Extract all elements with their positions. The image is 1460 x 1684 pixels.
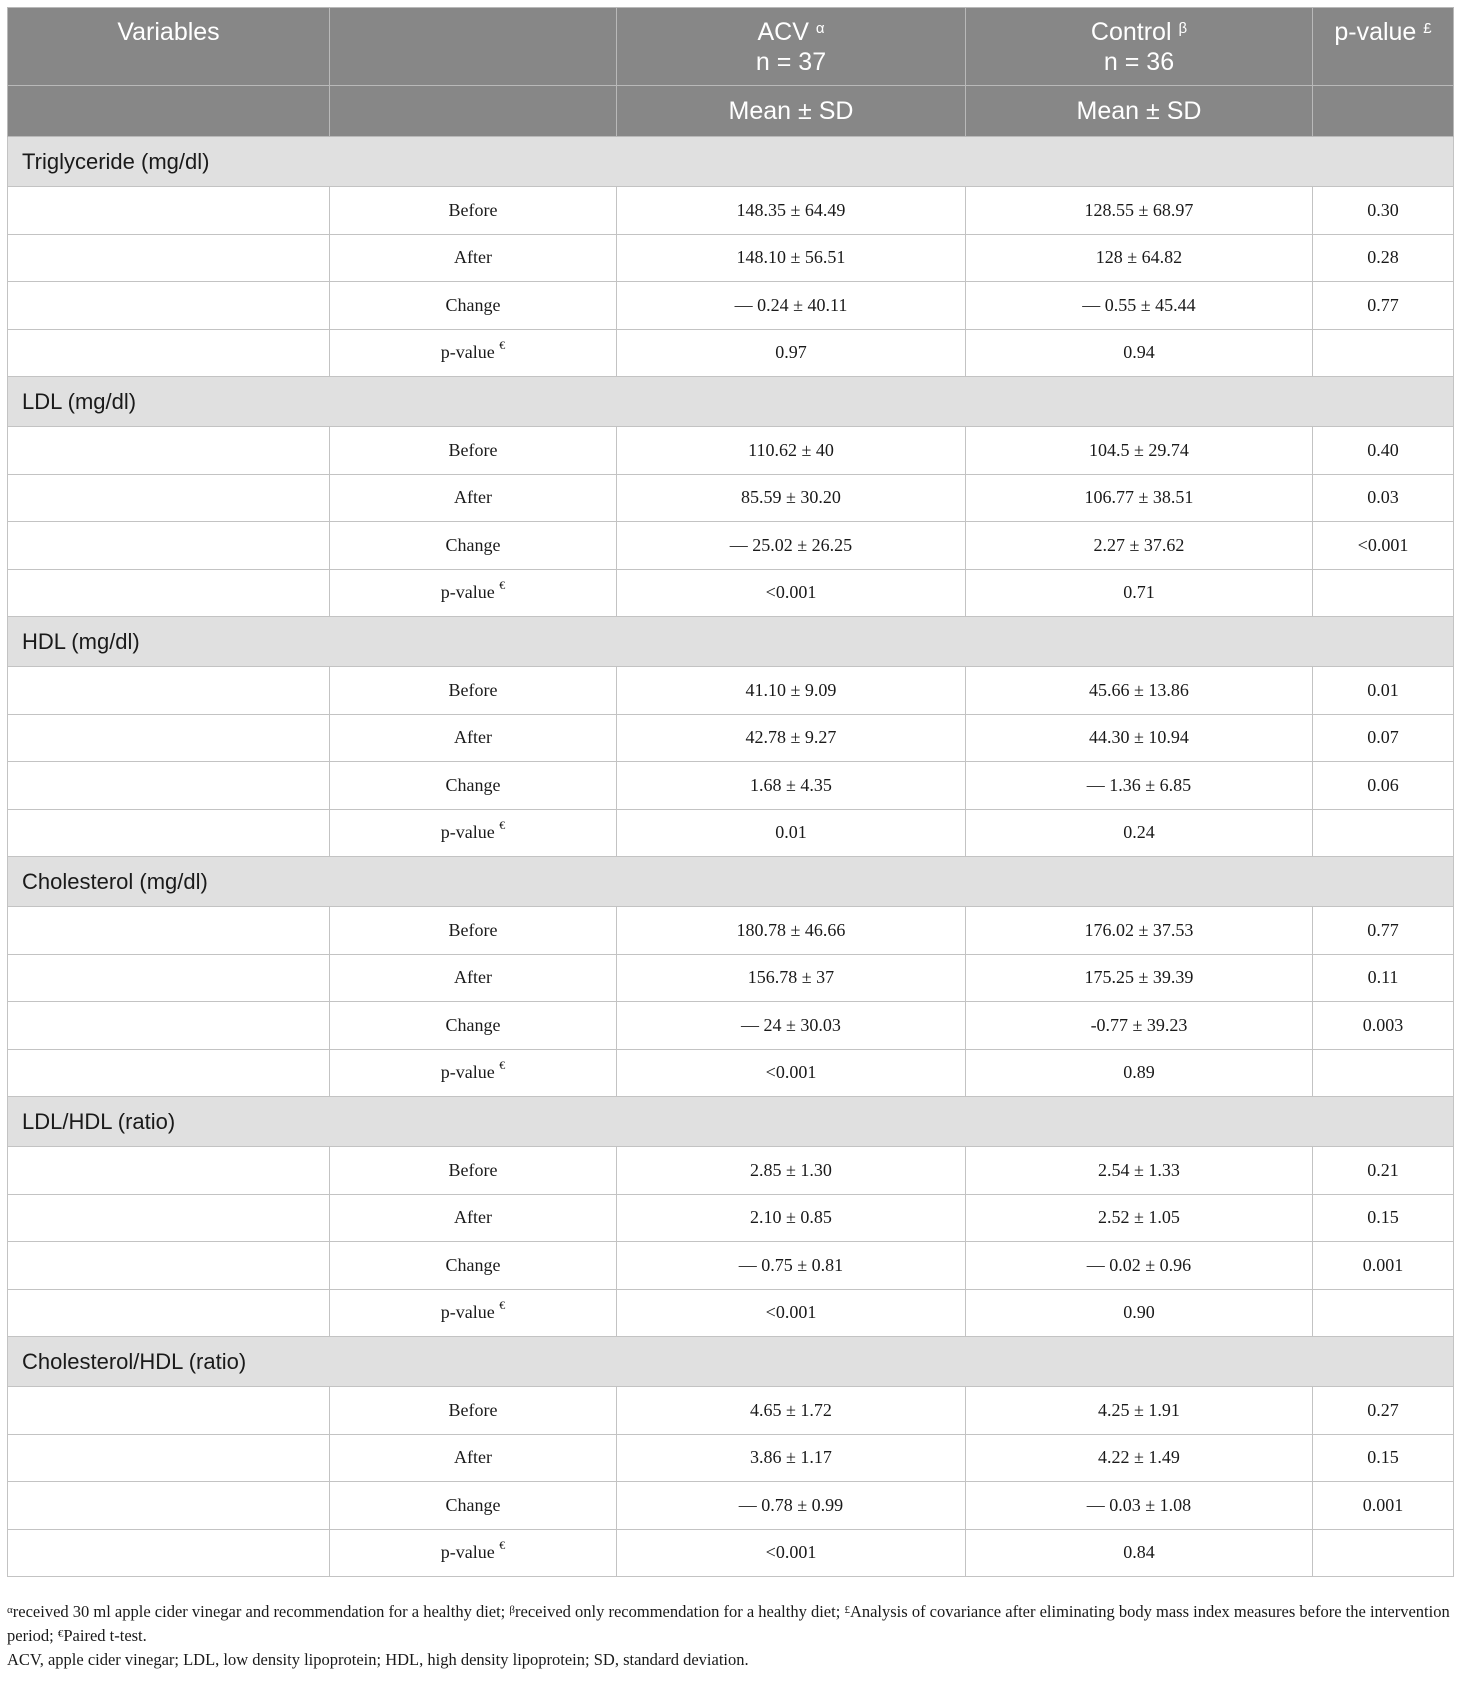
acv-value: 180.78 ± 46.66 — [617, 907, 966, 955]
section-title: Triglyceride (mg/dl) — [8, 137, 1454, 187]
footnote-euro-symbol: € — [57, 1628, 64, 1640]
row-label-cell — [330, 427, 617, 475]
variable-cell — [8, 1434, 330, 1482]
variable-cell — [8, 234, 330, 282]
row-label-cell — [330, 1194, 617, 1242]
acv-value: 2.10 ± 0.85 — [617, 1194, 966, 1242]
acv-value: — 0.24 ± 40.11 — [617, 282, 966, 330]
row-label: p-value — [440, 1542, 495, 1563]
table-row — [8, 1289, 1454, 1337]
control-value: — 1.36 ± 6.85 — [966, 762, 1313, 810]
control-value: 0.24 — [966, 809, 1313, 857]
section-row — [8, 137, 1454, 187]
acv-value: 148.35 ± 64.49 — [617, 187, 966, 235]
section-title: LDL/HDL (ratio) — [8, 1097, 1454, 1147]
pvalue-cell: 0.07 — [1313, 714, 1454, 762]
header2-blank-2 — [330, 86, 617, 137]
row-label-cell — [330, 187, 617, 235]
row-label-cell — [330, 1147, 617, 1195]
control-value: 128.55 ± 68.97 — [966, 187, 1313, 235]
row-label: Before — [448, 1399, 498, 1420]
row-label: Before — [448, 1159, 498, 1180]
footnote-beta-symbol: β — [509, 1604, 516, 1616]
row-label: Before — [448, 679, 498, 700]
row-label-cell — [330, 954, 617, 1002]
table-row — [8, 809, 1454, 857]
pvalue-cell: 0.003 — [1313, 1002, 1454, 1050]
row-label-cell — [330, 329, 617, 377]
acv-value: <0.001 — [617, 1049, 966, 1097]
row-label-sup: € — [499, 1298, 506, 1313]
acv-value: 148.10 ± 56.51 — [617, 234, 966, 282]
section-title: Cholesterol (mg/dl) — [8, 857, 1454, 907]
acv-value: 1.68 ± 4.35 — [617, 762, 966, 810]
footnote-beta-text: received only recommendation for a healthy diet; — [515, 1602, 845, 1621]
pvalue-cell: <0.001 — [1313, 522, 1454, 570]
variable-cell — [8, 714, 330, 762]
header-acv-stat: Mean ± SD — [617, 86, 966, 137]
table-row — [8, 1049, 1454, 1097]
row-label-cell — [330, 234, 617, 282]
acv-value: <0.001 — [617, 569, 966, 617]
table-row — [8, 1529, 1454, 1577]
variable-cell — [8, 282, 330, 330]
row-label: After — [454, 247, 492, 268]
header-control-label: Control — [1090, 18, 1172, 46]
acv-value: — 24 ± 30.03 — [617, 1002, 966, 1050]
section-row — [8, 377, 1454, 427]
row-label: After — [454, 487, 492, 508]
variable-cell — [8, 907, 330, 955]
table-row — [8, 1242, 1454, 1290]
row-label: p-value — [440, 1302, 495, 1323]
footnote-legend — [7, 1600, 1453, 1648]
header2-blank-1 — [8, 86, 330, 137]
pvalue-cell — [1313, 1289, 1454, 1337]
row-label-cell — [330, 1434, 617, 1482]
row-label: p-value — [440, 1062, 495, 1083]
acv-value: — 0.78 ± 0.99 — [617, 1482, 966, 1530]
table-row — [8, 1002, 1454, 1050]
variable-cell — [8, 1147, 330, 1195]
variable-cell — [8, 522, 330, 570]
table-row — [8, 1147, 1454, 1195]
header-pvalue — [1313, 8, 1454, 86]
control-value: 0.89 — [966, 1049, 1313, 1097]
header-variables-label: Variables — [117, 18, 220, 46]
acv-value: 4.65 ± 1.72 — [617, 1387, 966, 1435]
table-row — [8, 1387, 1454, 1435]
pvalue-cell: 0.77 — [1313, 282, 1454, 330]
row-label: Change — [445, 294, 501, 315]
table-row — [8, 1482, 1454, 1530]
row-label-cell — [330, 762, 617, 810]
row-label-cell — [330, 1242, 617, 1290]
header-acv-sup: α — [815, 20, 825, 37]
section-row — [8, 617, 1454, 667]
pvalue-cell: 0.06 — [1313, 762, 1454, 810]
acv-value: 2.85 ± 1.30 — [617, 1147, 966, 1195]
row-label: Change — [445, 1014, 501, 1035]
control-value: — 0.55 ± 45.44 — [966, 282, 1313, 330]
header-acv-n: n = 37 — [755, 48, 827, 76]
control-value: 176.02 ± 37.53 — [966, 907, 1313, 955]
acv-value: 0.97 — [617, 329, 966, 377]
row-label-sup: € — [499, 1538, 506, 1553]
table-row — [8, 1194, 1454, 1242]
section-row — [8, 1097, 1454, 1147]
variable-cell — [8, 1529, 330, 1577]
footnote-euro-text: Paired t-test. — [63, 1626, 147, 1645]
row-label-cell — [330, 1387, 617, 1435]
row-label-cell — [330, 522, 617, 570]
control-value: 104.5 ± 29.74 — [966, 427, 1313, 475]
row-label: After — [454, 1447, 492, 1468]
header-pvalue-sup: £ — [1423, 20, 1432, 37]
control-value: 175.25 ± 39.39 — [966, 954, 1313, 1002]
table-row — [8, 907, 1454, 955]
pvalue-cell: 0.001 — [1313, 1482, 1454, 1530]
row-label: Change — [445, 1254, 501, 1275]
row-label: Before — [448, 439, 498, 460]
row-label-sup: € — [499, 818, 506, 833]
row-label: Change — [445, 1494, 501, 1515]
header-control-stat: Mean ± SD — [966, 86, 1313, 137]
table-row — [8, 187, 1454, 235]
pvalue-cell: 0.28 — [1313, 234, 1454, 282]
control-value: 44.30 ± 10.94 — [966, 714, 1313, 762]
variable-cell — [8, 809, 330, 857]
table-row — [8, 522, 1454, 570]
header2-blank-3 — [1313, 86, 1454, 137]
row-label-sup: € — [499, 1058, 506, 1073]
control-value: — 0.02 ± 0.96 — [966, 1242, 1313, 1290]
variable-cell — [8, 187, 330, 235]
lipid-profile-table — [7, 7, 1454, 1577]
header-variables — [8, 8, 330, 86]
row-label-cell — [330, 1529, 617, 1577]
row-label-cell — [330, 1002, 617, 1050]
control-value: 128 ± 64.82 — [966, 234, 1313, 282]
footnote-pound-text: Analysis of covariance after eliminating body mass index measures before the intervention period; — [7, 1602, 1450, 1645]
control-value: 4.22 ± 1.49 — [966, 1434, 1313, 1482]
section-row — [8, 1337, 1454, 1387]
control-value: 2.27 ± 37.62 — [966, 522, 1313, 570]
header-pvalue-label: p-value — [1334, 18, 1417, 46]
row-label-cell — [330, 1289, 617, 1337]
header-row-1 — [8, 8, 1454, 86]
row-label: p-value — [440, 822, 495, 843]
pvalue-cell — [1313, 1049, 1454, 1097]
table-row — [8, 569, 1454, 617]
row-label: Change — [445, 534, 501, 555]
variable-cell — [8, 1387, 330, 1435]
table-header — [8, 8, 1454, 137]
row-label: After — [454, 727, 492, 748]
header-row-2 — [8, 86, 1454, 137]
pvalue-cell — [1313, 569, 1454, 617]
pvalue-cell — [1313, 809, 1454, 857]
row-label: p-value — [440, 582, 495, 603]
acv-value: 3.86 ± 1.17 — [617, 1434, 966, 1482]
table-footnotes — [7, 1600, 1453, 1672]
row-label: Change — [445, 774, 501, 795]
acv-value: 41.10 ± 9.09 — [617, 667, 966, 715]
footnote-pound-symbol: £ — [844, 1604, 850, 1616]
row-label-cell — [330, 474, 617, 522]
control-value: 4.25 ± 1.91 — [966, 1387, 1313, 1435]
acv-value: 110.62 ± 40 — [617, 427, 966, 475]
variable-cell — [8, 1289, 330, 1337]
pvalue-cell: 0.15 — [1313, 1434, 1454, 1482]
control-value: — 0.03 ± 1.08 — [966, 1482, 1313, 1530]
pvalue-cell: 0.40 — [1313, 427, 1454, 475]
variable-cell — [8, 1049, 330, 1097]
row-label: After — [454, 1207, 492, 1228]
section-row — [8, 857, 1454, 907]
acv-value: 42.78 ± 9.27 — [617, 714, 966, 762]
row-label-cell — [330, 1049, 617, 1097]
table-row — [8, 282, 1454, 330]
acv-value: <0.001 — [617, 1289, 966, 1337]
row-label-cell — [330, 569, 617, 617]
control-value: 45.66 ± 13.86 — [966, 667, 1313, 715]
row-label-sup: € — [499, 338, 506, 353]
table-row — [8, 427, 1454, 475]
row-label-cell — [330, 809, 617, 857]
control-value: 0.84 — [966, 1529, 1313, 1577]
table-row — [8, 762, 1454, 810]
pvalue-cell — [1313, 1529, 1454, 1577]
variable-cell — [8, 1194, 330, 1242]
table-body — [8, 137, 1454, 1577]
control-value: 106.77 ± 38.51 — [966, 474, 1313, 522]
table-row — [8, 954, 1454, 1002]
results-table-container — [7, 7, 1453, 1577]
pvalue-cell: 0.21 — [1313, 1147, 1454, 1195]
control-value: 2.52 ± 1.05 — [966, 1194, 1313, 1242]
header-control-sup: β — [1178, 20, 1188, 37]
header-control — [966, 8, 1313, 86]
table-row — [8, 234, 1454, 282]
variable-cell — [8, 1242, 330, 1290]
pvalue-cell: 0.15 — [1313, 1194, 1454, 1242]
pvalue-cell: 0.01 — [1313, 667, 1454, 715]
variable-cell — [8, 762, 330, 810]
row-label-sup: € — [499, 578, 506, 593]
table-row — [8, 329, 1454, 377]
row-label-cell — [330, 667, 617, 715]
pvalue-cell — [1313, 329, 1454, 377]
header-blank — [330, 8, 617, 86]
variable-cell — [8, 954, 330, 1002]
table-row — [8, 1434, 1454, 1482]
acv-value: 85.59 ± 30.20 — [617, 474, 966, 522]
header-control-n: n = 36 — [1103, 48, 1175, 76]
acv-value: — 25.02 ± 26.25 — [617, 522, 966, 570]
pvalue-cell: 0.001 — [1313, 1242, 1454, 1290]
control-value: 0.71 — [966, 569, 1313, 617]
row-label-cell — [330, 282, 617, 330]
row-label: Before — [448, 919, 498, 940]
control-value: -0.77 ± 39.23 — [966, 1002, 1313, 1050]
footnote-alpha-symbol: α — [7, 1604, 13, 1616]
variable-cell — [8, 667, 330, 715]
footnote-abbreviations: ACV, apple cider vinegar; LDL, low density lipoprotein; HDL, high density lipoprotein; SD, standard deviation. — [7, 1650, 749, 1669]
acv-value: <0.001 — [617, 1529, 966, 1577]
pvalue-cell: 0.27 — [1313, 1387, 1454, 1435]
control-value: 2.54 ± 1.33 — [966, 1147, 1313, 1195]
pvalue-cell: 0.77 — [1313, 907, 1454, 955]
header-acv-label: ACV — [757, 18, 809, 46]
table-row — [8, 474, 1454, 522]
control-value: 0.94 — [966, 329, 1313, 377]
acv-value: 0.01 — [617, 809, 966, 857]
pvalue-cell: 0.11 — [1313, 954, 1454, 1002]
row-label-cell — [330, 1482, 617, 1530]
variable-cell — [8, 1002, 330, 1050]
variable-cell — [8, 1482, 330, 1530]
section-title: LDL (mg/dl) — [8, 377, 1454, 427]
table-row — [8, 667, 1454, 715]
header-acv — [617, 8, 966, 86]
control-value: 0.90 — [966, 1289, 1313, 1337]
row-label-cell — [330, 714, 617, 762]
row-label-cell — [330, 907, 617, 955]
row-label: After — [454, 967, 492, 988]
row-label: p-value — [440, 342, 495, 363]
pvalue-cell: 0.03 — [1313, 474, 1454, 522]
variable-cell — [8, 427, 330, 475]
section-title: HDL (mg/dl) — [8, 617, 1454, 667]
section-title: Cholesterol/HDL (ratio) — [8, 1337, 1454, 1387]
acv-value: — 0.75 ± 0.81 — [617, 1242, 966, 1290]
variable-cell — [8, 329, 330, 377]
acv-value: 156.78 ± 37 — [617, 954, 966, 1002]
variable-cell — [8, 474, 330, 522]
pvalue-cell: 0.30 — [1313, 187, 1454, 235]
row-label: Before — [448, 199, 498, 220]
table-row — [8, 714, 1454, 762]
footnote-alpha-text: received 30 ml apple cider vinegar and recommendation for a healthy diet; — [12, 1602, 510, 1621]
variable-cell — [8, 569, 330, 617]
